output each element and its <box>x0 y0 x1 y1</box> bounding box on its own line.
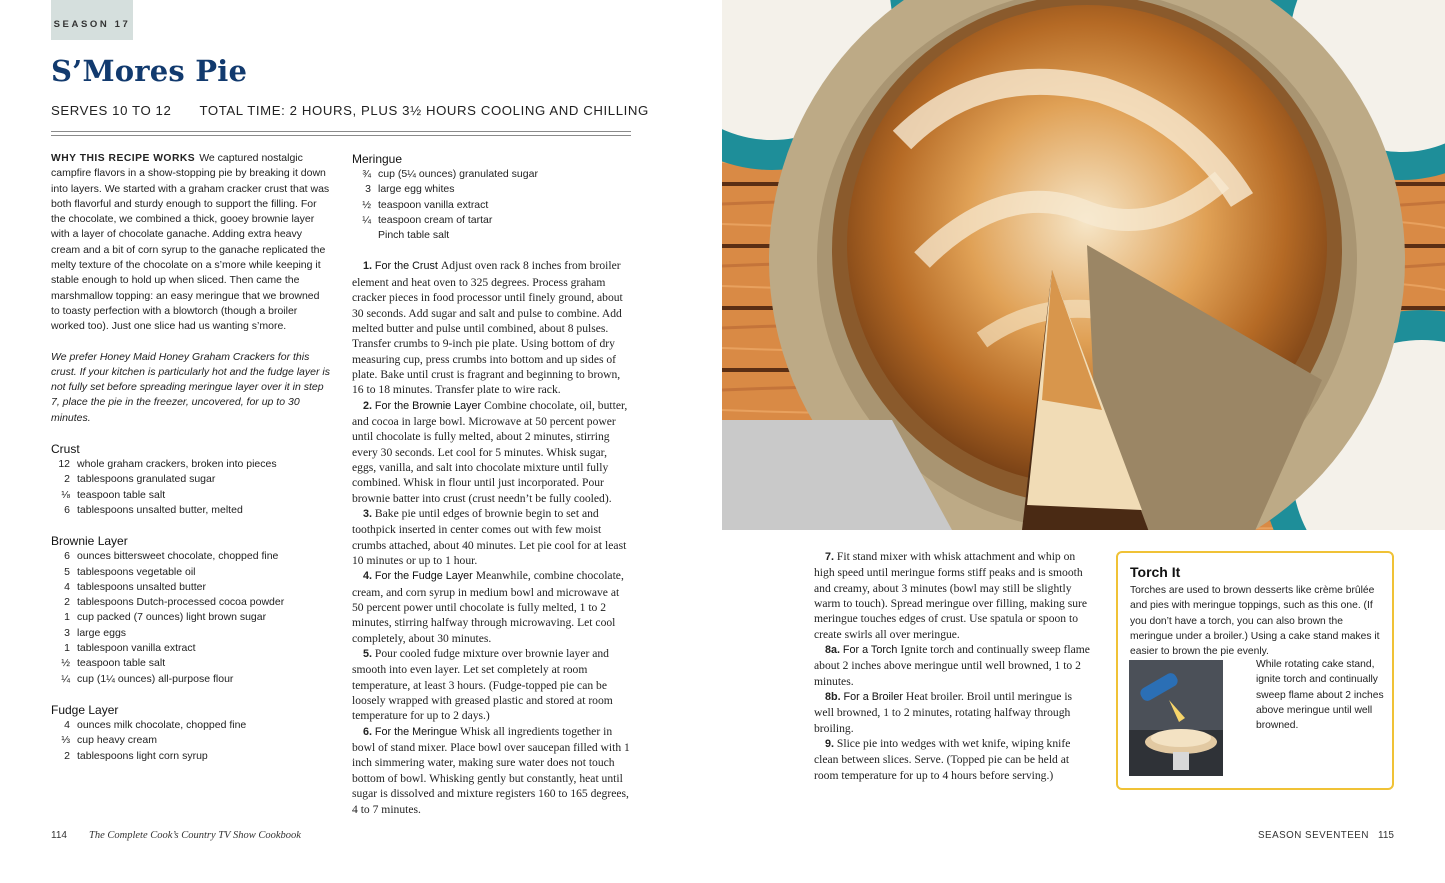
ingredient-item <box>352 213 632 228</box>
ingredient-qty: ¾ <box>362 168 371 180</box>
ingredient-item <box>352 198 632 213</box>
crust-ingredients <box>51 457 331 518</box>
method-step <box>352 258 632 397</box>
method-step <box>352 646 632 724</box>
step-lead: For a Torch <box>842 644 898 657</box>
step-text: Combine chocolate, oil, butter, and cocoa in large bowl. Microwave at 50 percent power until chocolate is fully melted, about 2 minutes, stirring every 30 seconds. Let cool for 5 minutes. Whisk sugar, eggs, vanilla, and salt into chocolate mixture until fully combined. Whisk in flour until just incorporated. Pour brownie batter into crust (crust needn’t be fully cooled). <box>352 398 628 505</box>
torch-photo-caption: While rotating cake stand, ignite torch and continually sweep flame about 2 inches above meringue until well browned. <box>1256 659 1384 732</box>
fudge-ingredients <box>51 718 331 764</box>
ingredient-qty: 2 <box>64 473 70 486</box>
season-tag: SEASON 17 <box>51 0 133 40</box>
step-text: Slice pie into wedges with wet knife, wiping knife clean between slices. Serve. (Topped pie can be held at room temperature for up to 4 hours before serving.) <box>814 737 1071 782</box>
ingredient-qty: 6 <box>64 550 70 563</box>
recipe-meta <box>51 103 649 118</box>
step-text: Ignite torch and continually sweep flame about 2 inches above meringue until well browned, 1 to 2 minutes. <box>814 643 1090 688</box>
step-text: Heat broiler. Broil until meringue is well browned, 1 to 2 minutes, rotating halfway through broiling. <box>814 690 1073 735</box>
ingredient-text: tablespoons unsalted butter, melted <box>77 503 243 516</box>
right-column <box>814 549 1094 783</box>
ingredient-item <box>51 718 331 733</box>
ingredient-qty: ¼ <box>362 213 371 226</box>
ingredient-item <box>51 626 331 641</box>
step-number: 5. <box>363 648 373 661</box>
step-text: Fit stand mixer with whisk attachment and whip on high speed until meringue forms stiff peaks and is smooth and creamy, about 3 minutes (bowl may still be slightly warm to touch). Spread meringue over filling, making sure meringue touches edges of crust. Use spatula or spoon to create swirls all over meringue. <box>814 550 1088 641</box>
ingredient-item <box>51 749 331 764</box>
torch-it-sidebar <box>1116 551 1394 790</box>
method-step <box>814 689 1094 736</box>
ingredient-qty <box>352 228 371 243</box>
ingredient-text: teaspoon vanilla extract <box>378 198 489 211</box>
method-step <box>814 642 1094 689</box>
book-title: The Complete Cook’s Country TV Show Cookbook <box>89 830 301 841</box>
step-text: Pour cooled fudge mixture over brownie layer and smooth into even layer. Let set completely at room temperature, at least 3 hours. (Fudge-topped pie can be loosely wrapped with greased plastic and stored at room temperature for up to 2 days.) <box>352 647 613 723</box>
ingredient-item <box>51 565 331 580</box>
ingredient-qty: ⅛ <box>61 488 70 501</box>
ingredient-item <box>51 457 331 472</box>
ingredient-qty: ½ <box>362 198 371 211</box>
step-number: 1. <box>363 260 373 273</box>
ingredient-item <box>51 733 331 748</box>
method-step <box>814 736 1094 783</box>
recipe-title: S’Mores Pie <box>51 54 248 88</box>
ingredient-text: Pinch table salt <box>378 229 450 242</box>
torch-it-body: Torches are used to brown desserts like crème brûlée and pies with meringue toppings, such as this one. (If you don’t have a torch, you can also brown the meringue under a broiler.) Using a cake stand makes it easier to brown the pie evenly. <box>1130 585 1380 658</box>
ingredient-qty: 4 <box>64 580 70 593</box>
ingredient-text: teaspoon table salt <box>77 488 166 501</box>
step-text: Bake pie until edges of brownie begin to set and toothpick inserted in center comes out with few moist crumbs attached, about 40 minutes. Let pie cool for at least 10 minutes or up to 1 hour. <box>352 506 627 568</box>
ingredient-text: cup (1¼ ounces) all-purpose flour <box>77 672 234 685</box>
ingredient-item <box>352 228 632 243</box>
step-lead: For the Meringue <box>374 725 458 738</box>
smores-pie-photo <box>722 0 1445 530</box>
torch-photo <box>1129 660 1223 776</box>
ingredient-qty: 4 <box>64 718 70 731</box>
ingredient-qty: ⅓ <box>61 734 70 747</box>
ingredient-text: ounces bittersweet chocolate, chopped fine <box>77 550 279 563</box>
ingredient-item <box>51 472 331 487</box>
ingredient-text: large egg whites <box>378 183 455 196</box>
ingredient-item <box>51 610 331 625</box>
ingredient-text: large eggs <box>77 626 127 639</box>
ingredient-text: tablespoon vanilla extract <box>77 642 196 655</box>
ingredient-text: cup heavy cream <box>77 734 157 747</box>
ingredient-qty: 3 <box>365 183 371 196</box>
step-lead: For the Fudge Layer <box>374 570 473 583</box>
ingredient-text: tablespoons granulated sugar <box>77 473 216 486</box>
steps-part-1 <box>352 258 632 816</box>
ingredient-text: tablespoons light corn syrup <box>77 749 208 762</box>
method-step <box>352 724 632 817</box>
method-step <box>352 506 632 568</box>
method-step <box>352 398 632 506</box>
method-step <box>814 549 1094 642</box>
ingredient-text: tablespoons unsalted butter <box>77 580 207 593</box>
ingredient-qty: 6 <box>64 503 70 516</box>
meringue-heading: Meringue <box>352 152 403 166</box>
header-rule <box>51 131 631 136</box>
step-number: 2. <box>363 399 373 412</box>
ingredient-qty: ¼ <box>61 672 70 685</box>
ingredient-qty: 2 <box>64 596 70 609</box>
ingredient-qty: 2 <box>64 749 70 762</box>
meringue-ingredients <box>352 167 632 243</box>
ingredient-qty: 1 <box>64 611 70 624</box>
serves-text: SERVES 10 TO 12 <box>51 103 172 118</box>
ingredient-text: teaspoon cream of tartar <box>378 213 493 226</box>
brownie-heading: Brownie Layer <box>51 534 128 549</box>
ingredient-item <box>51 672 331 687</box>
ingredient-qty: ½ <box>61 657 70 670</box>
ingredient-text: ounces milk chocolate, chopped fine <box>77 718 247 731</box>
ingredient-text: cup packed (7 ounces) light brown sugar <box>77 611 267 624</box>
ingredient-text: teaspoon table salt <box>77 657 166 670</box>
ingredient-text: tablespoons Dutch-processed cocoa powder <box>77 596 285 609</box>
ingredient-text: whole graham crackers, broken into pieces <box>77 458 277 471</box>
ingredient-item <box>51 488 331 503</box>
middle-column <box>352 151 632 817</box>
right-page-number: 115 <box>1378 830 1394 841</box>
why-heading: WHY THIS RECIPE WORKS <box>51 153 196 164</box>
ingredient-qty: 1 <box>64 642 70 655</box>
ingredient-item <box>51 595 331 610</box>
fudge-heading: Fudge Layer <box>51 702 119 717</box>
season-running-head: SEASON SEVENTEEN <box>1258 830 1369 841</box>
recipe-note: We prefer Honey Maid Honey Graham Crackers for this crust. If your kitchen is particularly hot and the fudge layer is not fully set before spreading meringue layer over it in step 7, place the pie in the freezer, uncovered, for up to 30 minutes. <box>51 350 330 424</box>
step-text: Whisk all ingredients together in bowl of stand mixer. Place bowl over saucepan filled with 1 inch simmering water, making sure water does not touch bottom of bowl. Whisking gently but constantly, heat until sugar is dissolved and mixture registers 160 to 165 degrees, 4 to 7 minutes. <box>352 724 630 816</box>
ingredient-item <box>51 503 331 518</box>
step-number: 3. <box>363 507 373 520</box>
left-column <box>51 151 331 764</box>
ingredient-qty: 5 <box>64 565 70 578</box>
step-number: 9. <box>825 738 835 751</box>
ingredient-text: cup (5¼ ounces) granulated sugar <box>378 168 538 180</box>
total-time-text: TOTAL TIME: 2 HOURS, PLUS 3½ HOURS COOLING AND CHILLING <box>199 103 649 118</box>
ingredient-qty: 3 <box>64 626 70 639</box>
step-lead: For the Crust <box>374 260 438 273</box>
step-number: 6. <box>363 725 373 738</box>
ingredient-text: tablespoons vegetable oil <box>77 565 196 578</box>
step-number: 8b. <box>825 691 841 704</box>
steps-part-2 <box>814 549 1094 783</box>
ingredient-item <box>51 549 331 564</box>
ingredient-qty: 12 <box>58 458 70 471</box>
step-lead: For the Brownie Layer <box>374 399 482 412</box>
ingredient-item <box>51 580 331 595</box>
why-text: We captured nostalgic campfire flavors in a show-stopping pie by breaking it down into layers. We started with a graham cracker crust that was both flavorful and sturdy enough to support the filling. For the chocolate, we combined a thick, gooey brownie layer with a layer of chocolate ganache. Adding extra heavy cream and a bit of corn syrup to the ganache replicated the melty texture of the chocolate on a s’more while keeping it stable enough to hold up when sliced. Then came the marshmallow topping: an easy meringue that we browned to toasty perfection with a blowtorch (though a broiler worked too). Just one slice had us wanting s’more. <box>51 152 330 333</box>
step-text: Meanwhile, combine chocolate, cream, and corn syrup in medium bowl and microwave at 50 percent power until chocolate is fully melted, 1 to 2 minutes, stirring halfway through microwaving. Let cool completely, about 30 minutes. <box>352 569 624 645</box>
method-step <box>352 568 632 646</box>
step-number: 4. <box>363 570 373 583</box>
step-text: Adjust oven rack 8 inches from broiler element and heat oven to 325 degrees. Process graham cracker pieces in food processor until finely ground, about 30 seconds. Add sugar and salt and pulse to combine. Add melted butter and pulse until combined, about 8 pulses. Transfer crumbs to 9-inch pie plate. Using bottom of dry measuring cup, press crumbs into bottom and up sides of plate. Bake until crust is fragrant and beginning to brown, 16 to 18 minutes. Transfer plate to wire rack. <box>352 259 623 397</box>
ingredient-item <box>352 182 632 197</box>
ingredient-item <box>51 656 331 671</box>
left-page-number: 114 <box>51 830 67 841</box>
ingredient-item <box>352 167 632 182</box>
step-lead: For a Broiler <box>843 691 903 704</box>
brownie-ingredients <box>51 549 331 687</box>
torch-it-title: Torch It <box>1130 564 1181 580</box>
why-this-recipe-works <box>51 151 331 335</box>
step-number: 7. <box>825 551 835 563</box>
ingredient-item <box>51 641 331 656</box>
step-number: 8a. <box>825 644 841 657</box>
crust-heading: Crust <box>51 442 80 457</box>
